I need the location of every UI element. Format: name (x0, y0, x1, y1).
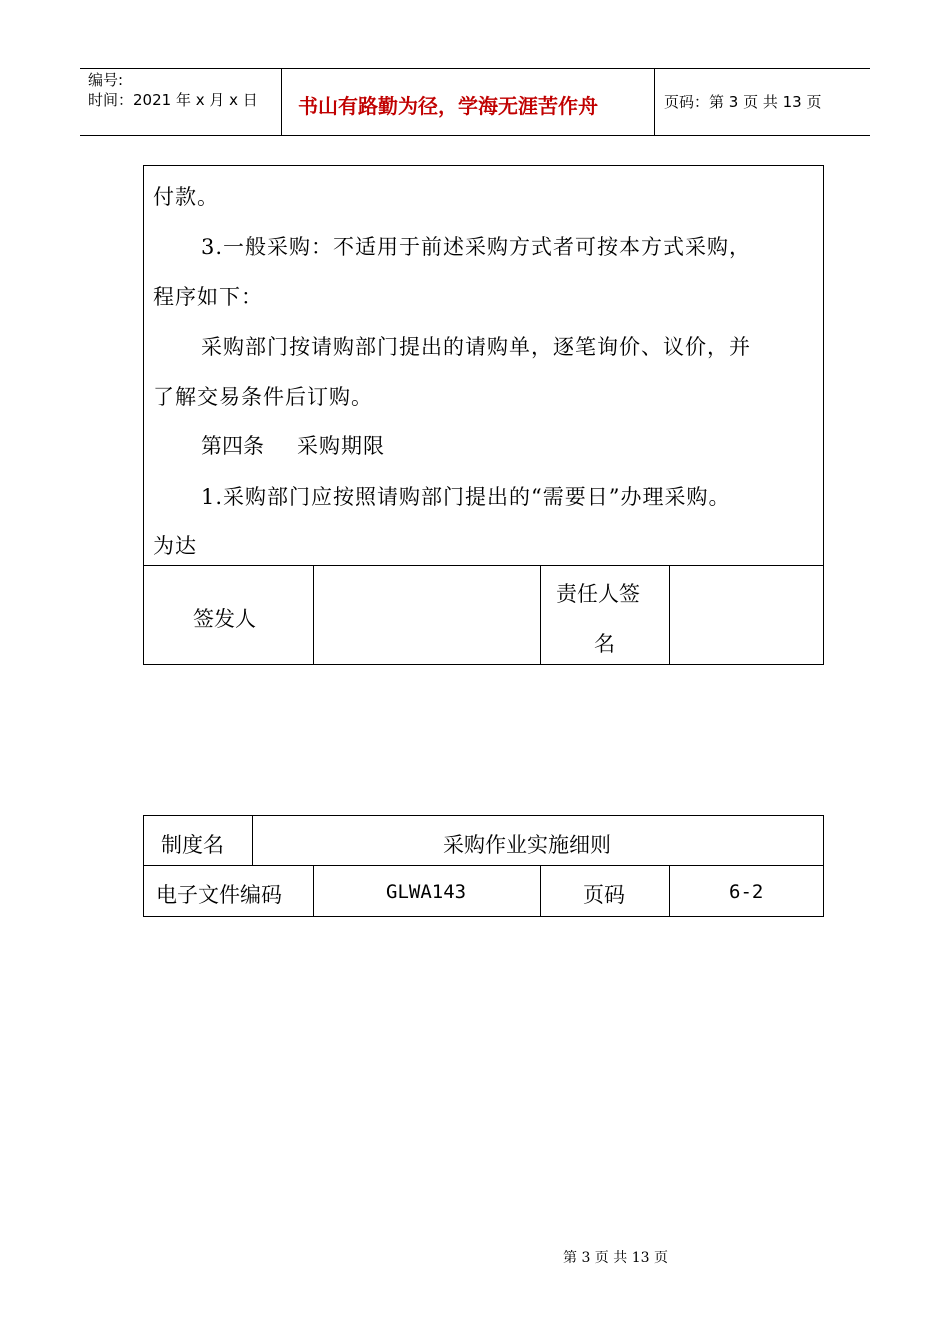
header-motto: 书山有路勤为径，学海无涯苦作舟 (298, 94, 598, 118)
content-line-2: 3.一般采购：不适用于前述采购方式者可按本方式采购， (201, 235, 752, 259)
content-line-8: 为达 (153, 534, 197, 558)
content-line-3: 程序如下： (153, 285, 263, 309)
responsible-label-line1: 责任人签 (556, 582, 640, 606)
signature-col-divider-1 (313, 565, 314, 665)
article-heading: 第四条 (201, 434, 264, 458)
page-label: 页码 (583, 883, 625, 907)
info-table-row1-divider (252, 815, 253, 866)
issuer-label: 签发人 (193, 607, 256, 631)
signature-col-divider-3 (669, 565, 670, 665)
regulation-name-value: 采购作业实施细则 (443, 833, 611, 857)
header-page-info: 页码：第 3 页 共 13 页 (664, 93, 822, 111)
signature-row-top-rule (143, 565, 824, 566)
content-line-5: 了解交易条件后订购。 (153, 385, 373, 409)
header-divider-right (654, 68, 655, 136)
header-bottom-rule (80, 135, 870, 136)
header-top-rule (80, 68, 870, 69)
content-line-1: 付款。 (153, 185, 219, 209)
page-value: 6-2 (729, 881, 764, 903)
info-table-row2-divider-2 (540, 865, 541, 917)
page-footer: 第 3 页 共 13 页 (563, 1250, 668, 1266)
header-number-label: 编号: (88, 71, 124, 89)
responsible-label-line2: 名 (594, 632, 615, 656)
info-table-row2-divider-3 (669, 865, 670, 917)
info-table-mid-rule (143, 865, 824, 866)
signature-col-divider-2 (540, 565, 541, 665)
article-title: 采购期限 (297, 434, 385, 458)
info-table-row2-divider-1 (313, 865, 314, 917)
content-line-4: 采购部门按请购部门提出的请购单，逐笔询价、议价，并 (201, 335, 751, 359)
regulation-name-label: 制度名 (161, 833, 224, 857)
header-divider-left (281, 68, 282, 136)
header-date: 时间：2021 年 x 月 x 日 (88, 91, 258, 109)
content-line-7: 1.采购部门应按照请购部门提出的“需要日”办理采购。 (201, 485, 731, 509)
file-code-value: GLWA143 (386, 881, 467, 903)
file-code-label: 电子文件编码 (156, 883, 282, 907)
